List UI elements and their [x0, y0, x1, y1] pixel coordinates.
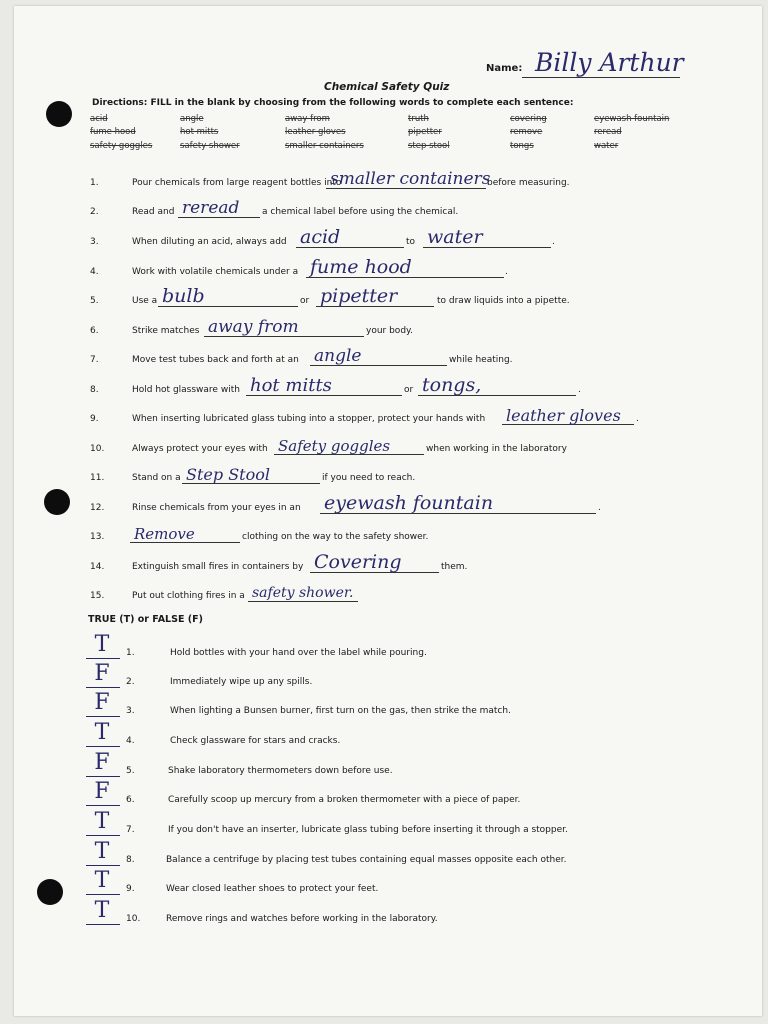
question-text: Read and — [132, 207, 175, 217]
handwritten-answer: hot mitts — [250, 375, 332, 396]
question-number: 13. — [90, 532, 105, 542]
question-text: Use a — [132, 296, 158, 306]
tf-statement: Check glassware for stars and cracks. — [170, 736, 341, 746]
tf-answer: T — [94, 898, 110, 923]
question-text: Move test tubes back and forth at an — [132, 355, 299, 365]
word-bank-item: remove — [510, 127, 543, 137]
word-bank-item: acid — [90, 114, 108, 124]
tf-number: 1. — [126, 648, 135, 658]
tf-answer-line[interactable] — [86, 835, 120, 836]
question-number: 8. — [90, 385, 99, 395]
question-number: 5. — [90, 296, 99, 306]
question-text: before measuring. — [487, 178, 570, 188]
word-bank-item: smaller containers — [285, 141, 364, 151]
question-number: 10. — [90, 444, 105, 454]
word-bank-item: truth — [408, 114, 429, 124]
handwritten-answer: reread — [182, 198, 240, 218]
word-bank-item: covering — [510, 114, 547, 124]
tf-answer: T — [94, 868, 110, 893]
question-text: . — [636, 414, 639, 424]
tf-answer-line[interactable] — [86, 687, 120, 688]
tf-number: 7. — [126, 825, 135, 835]
word-bank-item: safety goggles — [90, 141, 153, 151]
word-bank-item: leather gloves — [285, 127, 346, 137]
question-number: 3. — [90, 237, 99, 247]
handwritten-answer: away from — [208, 317, 299, 337]
true-false-heading: TRUE (T) or FALSE (F) — [88, 614, 203, 625]
handwritten-answer: Remove — [134, 525, 195, 543]
handwritten-answer: tongs, — [422, 374, 482, 396]
question-text: if you need to reach. — [322, 473, 416, 483]
tf-answer-line[interactable] — [86, 716, 120, 717]
tf-answer-line[interactable] — [86, 865, 120, 866]
word-bank-item: safety shower — [180, 141, 240, 151]
student-name: Billy Arthur — [535, 48, 684, 77]
question-text: Put out clothing fires in a — [132, 591, 245, 601]
word-bank-item: eyewash fountain — [594, 114, 670, 124]
handwritten-answer: fume hood — [310, 256, 412, 278]
question-text: . — [505, 267, 508, 277]
tf-answer-line[interactable] — [86, 746, 120, 747]
handwritten-answer: leather gloves — [506, 406, 621, 425]
handwritten-answer: Safety goggles — [278, 437, 391, 455]
binder-hole-middle — [44, 489, 70, 515]
name-line — [522, 77, 680, 78]
word-bank-item: step stool — [408, 141, 450, 151]
question-text: while heating. — [449, 355, 513, 365]
question-number: 1. — [90, 178, 99, 188]
handwritten-answer: bulb — [162, 285, 205, 307]
tf-answer-line[interactable] — [86, 658, 120, 659]
question-text: Strike matches — [132, 326, 200, 336]
question-text: . — [552, 237, 555, 247]
tf-answer: F — [94, 779, 110, 804]
question-number: 9. — [90, 414, 99, 424]
tf-answer: F — [94, 750, 110, 775]
tf-answer: T — [94, 809, 110, 834]
word-bank-item: hot mitts — [180, 127, 219, 137]
tf-answer-line[interactable] — [86, 924, 120, 925]
tf-number: 10. — [126, 914, 141, 924]
question-number: 4. — [90, 267, 99, 277]
question-text: . — [598, 503, 601, 513]
question-text: Pour chemicals from large reagent bottles into — [132, 178, 342, 188]
word-bank-item: pipetter — [408, 127, 442, 137]
tf-statement: Wear closed leather shoes to protect your feet. — [166, 884, 379, 894]
tf-statement: If you don't have an inserter, lubricate glass tubing before inserting it through a stopper. — [168, 825, 568, 835]
question-text: When inserting lubricated glass tubing into a stopper, protect your hands with — [132, 414, 486, 424]
question-number: 7. — [90, 355, 99, 365]
tf-number: 6. — [126, 795, 135, 805]
handwritten-answer: pipetter — [320, 285, 398, 307]
handwritten-answer: smaller containers — [330, 169, 491, 189]
tf-answer: F — [94, 690, 110, 715]
question-text: Hold hot glassware with — [132, 385, 240, 395]
question-text: Work with volatile chemicals under a — [132, 267, 299, 277]
handwritten-answer: eyewash fountain — [324, 492, 494, 514]
tf-number: 8. — [126, 855, 135, 865]
word-bank-item: reread — [594, 127, 622, 137]
tf-number: 2. — [126, 677, 135, 687]
question-number: 2. — [90, 207, 99, 217]
question-number: 11. — [90, 473, 105, 483]
name-label: Name: — [486, 63, 523, 74]
question-number: 6. — [90, 326, 99, 336]
directions: Directions: FILL in the blank by choosing from the following words to complete each sentence: — [92, 98, 574, 108]
tf-answer: T — [94, 720, 110, 745]
tf-answer-line[interactable] — [86, 894, 120, 895]
question-number: 15. — [90, 591, 105, 601]
binder-hole-top — [46, 101, 72, 127]
tf-statement: Shake laboratory thermometers down before use. — [168, 766, 393, 776]
tf-answer-line[interactable] — [86, 805, 120, 806]
question-number: 12. — [90, 503, 105, 513]
question-text: when working in the laboratory — [426, 444, 567, 454]
question-text: clothing on the way to the safety shower. — [242, 532, 429, 542]
tf-answer-line[interactable] — [86, 776, 120, 777]
handwritten-answer: angle — [314, 346, 362, 366]
question-text: them. — [441, 562, 468, 572]
tf-statement: Balance a centrifuge by placing test tubes containing equal masses opposite each other. — [166, 855, 567, 865]
question-text: Always protect your eyes with — [132, 444, 268, 454]
answer-blank[interactable] — [248, 601, 358, 602]
tf-statement: Hold bottles with your hand over the label while pouring. — [170, 648, 427, 658]
tf-statement: When lighting a Bunsen burner, first turn on the gas, then strike the match. — [170, 706, 511, 716]
tf-answer: T — [94, 632, 110, 657]
question-text: . — [578, 385, 581, 395]
handwritten-answer: Step Stool — [186, 465, 270, 484]
handwritten-answer: safety shower. — [252, 585, 354, 601]
quiz-title: Chemical Safety Quiz — [324, 81, 450, 93]
question-text: to draw liquids into a pipette. — [437, 296, 570, 306]
word-bank-item: angle — [180, 114, 204, 124]
question-text: When diluting an acid, always add — [132, 237, 287, 247]
tf-number: 9. — [126, 884, 135, 894]
binder-hole-bottom — [37, 879, 63, 905]
question-text: your body. — [366, 326, 413, 336]
question-text: Extinguish small fires in containers by — [132, 562, 304, 572]
question-text: or — [300, 296, 310, 306]
question-text: to — [406, 237, 416, 247]
tf-number: 5. — [126, 766, 135, 776]
handwritten-answer: acid — [300, 226, 341, 248]
word-bank-item: fume hood — [90, 127, 136, 137]
word-bank-item: water — [594, 141, 619, 151]
tf-number: 3. — [126, 706, 135, 716]
tf-answer: F — [94, 661, 110, 686]
question-text: a chemical label before using the chemical. — [262, 207, 459, 217]
tf-answer: T — [94, 839, 110, 864]
word-bank-item: away from — [285, 114, 330, 124]
tf-statement: Immediately wipe up any spills. — [170, 677, 313, 687]
word-bank-item: tongs — [510, 141, 534, 151]
question-text: Rinse chemicals from your eyes in an — [132, 503, 301, 513]
question-text: or — [404, 385, 414, 395]
handwritten-answer: Covering — [314, 551, 402, 573]
handwritten-answer: water — [427, 226, 483, 248]
tf-statement: Carefully scoop up mercury from a broken thermometer with a piece of paper. — [168, 795, 521, 805]
tf-statement: Remove rings and watches before working in the laboratory. — [166, 914, 438, 924]
question-text: Stand on a — [132, 473, 181, 483]
question-number: 14. — [90, 562, 105, 572]
tf-number: 4. — [126, 736, 135, 746]
